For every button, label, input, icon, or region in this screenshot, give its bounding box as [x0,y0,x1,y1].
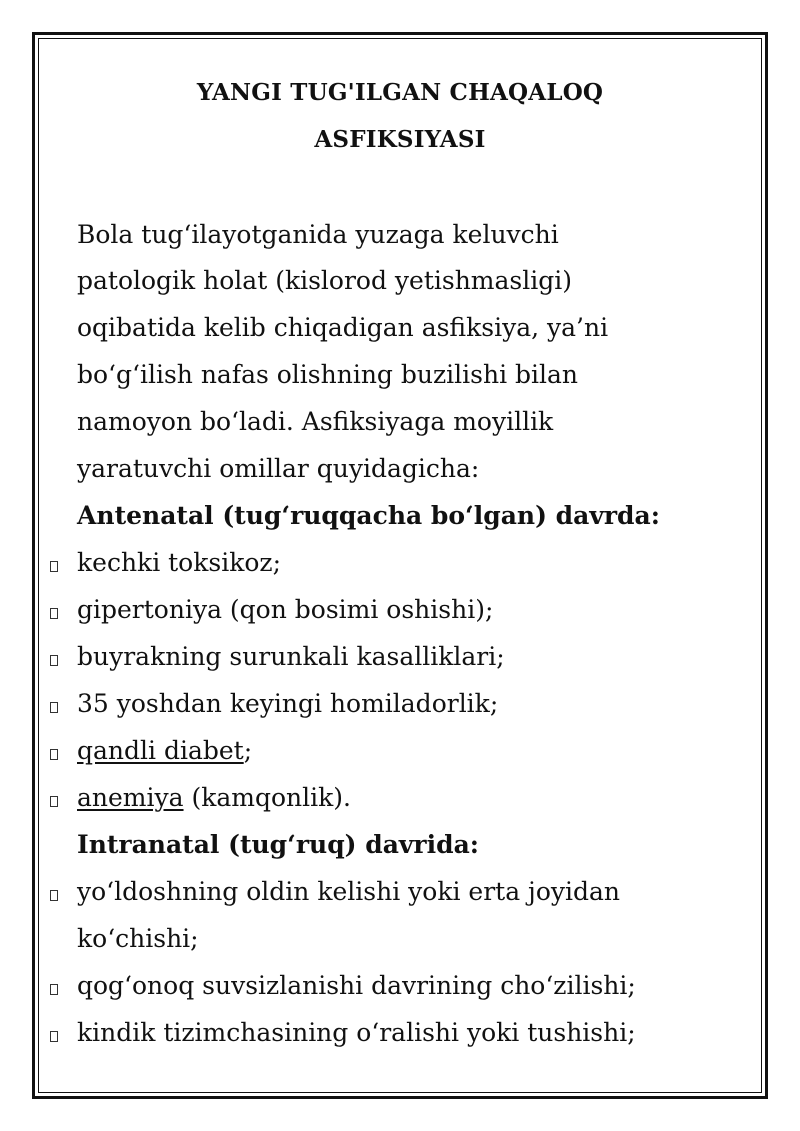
bullet-icon [50,749,58,760]
intranatal-heading: Intranatal (tug‘ruq) davrida: [77,830,479,859]
list-item [77,785,351,810]
antenatal-heading: Antenatal (tug‘ruqqacha bo‘lgan) davrda: [77,501,660,530]
link-qandli-diabet[interactable]: qandli diabet [77,736,244,765]
list-item [77,738,252,763]
list-item: 35 yoshdan keyingi homiladorlik; [77,689,499,718]
bullet-icon [50,984,58,995]
intro-line: bo‘g‘ilish nafas olishning buzilishi bilan [77,360,579,389]
list-item: qog‘onoq suvsizlanishi davrining cho‘zilishi; [77,971,636,1000]
page-title-line-2: ASFIKSIYASI [314,126,486,153]
list-item: gipertoniya (qon bosimi oshishi); [77,595,494,624]
list-item: kechki toksikoz; [77,548,282,577]
list-item: buyrakning surunkali kasalliklari; [77,642,505,671]
list-item: yo‘ldoshning oldin kelishi yoki erta joyidan [77,877,620,906]
bullet-icon [50,608,58,619]
bullet-icon [50,1031,58,1042]
list-item-rest: ; [243,736,253,765]
bullet-icon [50,796,58,807]
bullet-icon [50,561,58,572]
bullet-icon [50,890,58,901]
bullet-icon [50,702,58,713]
intro-line: patologik holat (kislorod yetishmasligi) [77,266,572,295]
bullet-icon [50,655,58,666]
intro-line: Bola tug‘ilayotganida yuzaga keluvchi [77,220,559,249]
list-item-rest: (kamqonlik). [183,783,351,812]
list-item: kindik tizimchasining o‘ralishi yoki tushishi; [77,1018,636,1047]
link-anemiya[interactable]: anemiya [77,783,184,812]
intro-line: namoyon bo‘ladi. Asfiksiyaga moyillik [77,407,554,436]
page-title-line-1: YANGI TUG'ILGAN CHAQALOQ [196,79,604,106]
list-item-continuation: ko‘chishi; [77,924,199,953]
intro-line: oqibatida kelib chiqadigan asfiksiya, ya’ni [77,313,609,342]
intro-line: yaratuvchi omillar quyidagicha: [77,454,480,483]
